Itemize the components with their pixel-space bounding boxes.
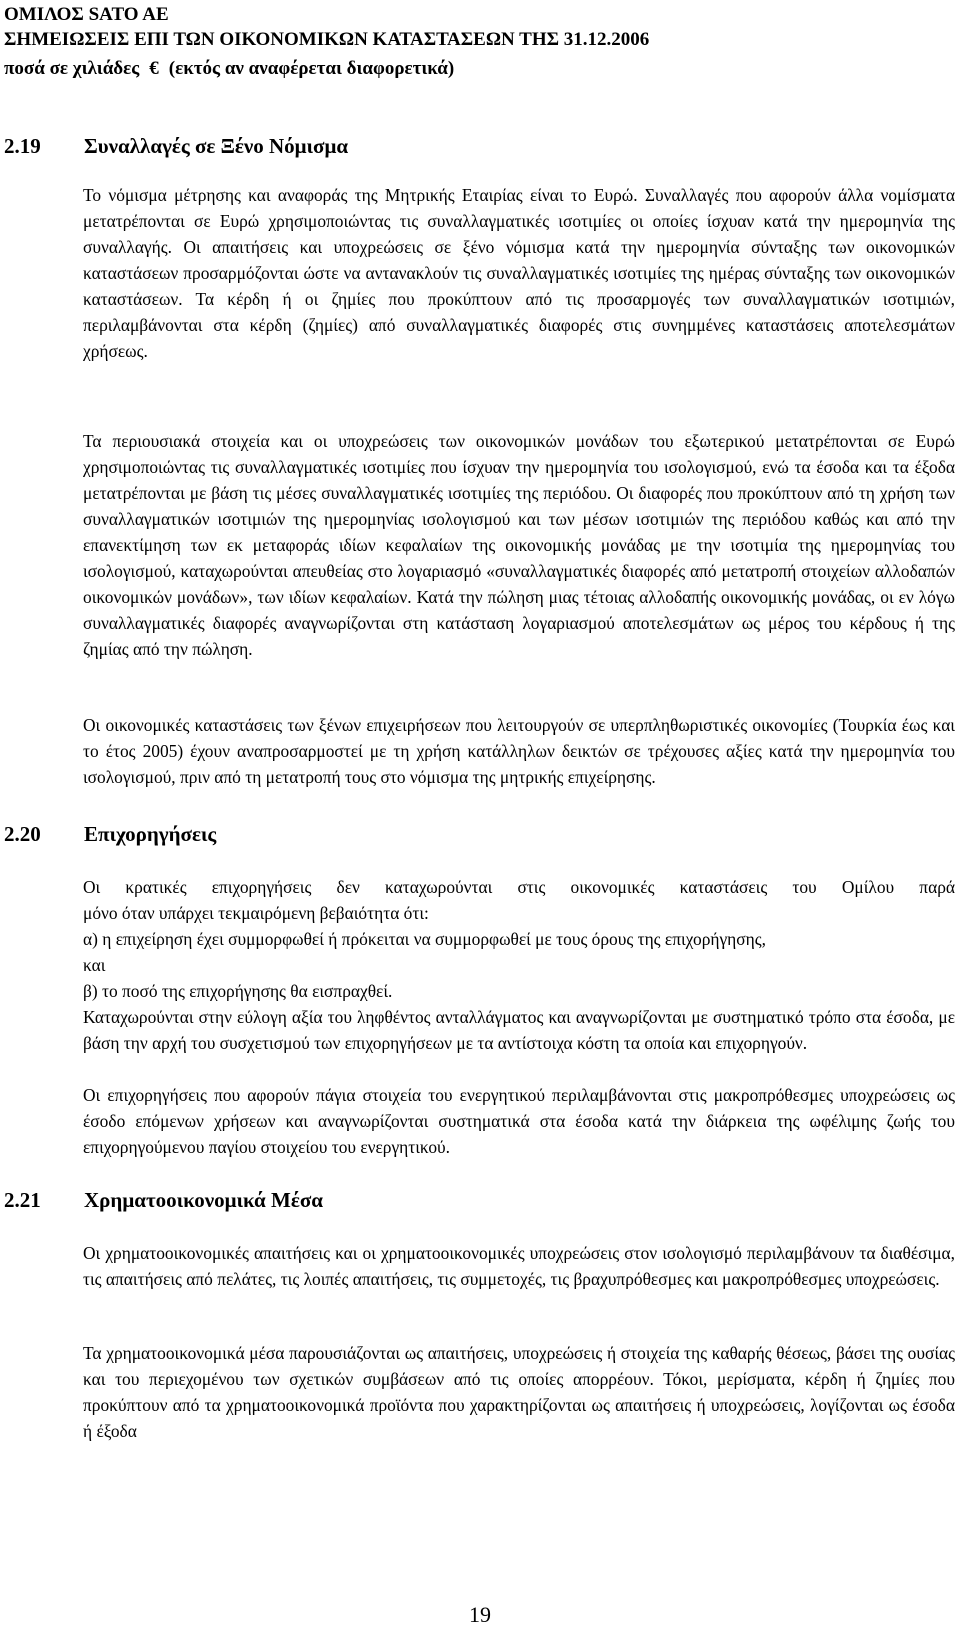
paragraph-2-19-3: Οι οικονομικές καταστάσεις των ξένων επιχειρήσεων που λειτουργούν σε υπερπληθωριστικές οικονομίες (Τουρκία έως και το έτος 2005) έχουν αναπροσαρμοστεί με τη χρήση κατάλληλων δεικτών σε τρέχουσες αξίες κατά την ημερομηνία του ισολογισμού, πριν από τη μετατροπή τους στο νόμισμα της μητρικής επιχείρησης. — [83, 715, 955, 787]
grants-line-4: και — [83, 955, 106, 975]
section-title-2-19: Συναλλαγές σε Ξένο Νόμισμα — [84, 134, 349, 158]
grants-line-1: Οι κρατικές επιχορηγήσεις δεν καταχωρούνται στις οικονομικές καταστάσεις του Ομίλου παρά — [83, 877, 955, 897]
paragraph-2-19-2: Τα περιουσιακά στοιχεία και οι υποχρεώσεις των οικονομικών μονάδων του εξωτερικού μετατρέπονται σε Ευρώ χρησιμοποιώντας τις συναλλαγματικές ισοτιμίες που ίσχυαν την ημερομηνία του ισολογισμού, ενώ τα έσοδα και τα έξοδα μετατρέπονται με βάση τις μέσες συναλλαγματικές ισοτιμίες της περιόδου. Οι διαφορές που προκύπτουν από τη χρήση των συναλλαγματικών ισοτιμιών της ημερομηνίας ισολογισμού και των μέσων ισοτιμιών της περιόδου καθώς και από την επανεκτίμηση των εκ μεταφοράς ιδίων κεφαλαίων της οικονομικής μονάδας με την ισοτιμία της ημερομηνίας του ισολογισμού, καταχωρούνται απευθείας στο λογαριασμό «συναλλαγματικές διαφορές από μετατροπή στοιχείων αλλοδαπών οικονομικών μονάδων», των ιδίων κεφαλαίων. Κατά την πώληση μιας τέτοιας αλλοδαπής οικονομικής μονάδας, οι εν λόγω συναλλαγματικές διαφορές αναγνωρίζονται στη κατάσταση λογαριασμού αποτελεσμάτων ως μέρος του κέρδους ή της ζημίας από την πώληση. — [83, 431, 955, 659]
amounts-prefix: ποσά σε χιλιάδες — [4, 58, 140, 79]
amounts-suffix: (εκτός αν αναφέρεται διαφορετικά) — [168, 58, 455, 79]
grants-line-3: α) η επιχείρηση έχει συμμορφωθεί ή πρόκειται να συμμορφωθεί με τους όρους της επιχορήγησης, — [83, 929, 766, 949]
company-name: ΟΜΙΛΟΣ SATO AE — [4, 4, 169, 25]
section-title-2-21: Χρηματοοικονομικά Μέσα — [84, 1188, 323, 1212]
paragraph-2-21-1: Οι χρηματοοικονομικές απαιτήσεις και οι χρηματοοικονομικές υποχρεώσεις στον ισολογισμό περιλαμβάνουν τα διαθέσιμα, τις απαιτήσεις από πελάτες, τις λοιπές απαιτήσεις, τις συμμετοχές, τις βραχυπρόθεσμες και μακροπρόθεσμες υποχρεώσεις. — [83, 1243, 955, 1289]
euro-icon: € — [149, 58, 159, 79]
amounts-note — [4, 58, 454, 80]
page-number: 19 — [469, 1602, 491, 1627]
section-number-2-19: 2.19 — [4, 134, 41, 158]
paragraph-2-19-1: Το νόμισμα μέτρησης και αναφοράς της Μητρικής Εταιρίας είναι το Ευρώ. Συναλλαγές που αφορούν άλλα νομίσματα μετατρέπονται σε Ευρώ χρησιμοποιώντας τις συναλλαγματικές ισοτιμίες οι οποίες ίσχυαν κατά την ημερομηνία της συναλλαγής. Οι απαιτήσεις και υποχρεώσεις σε ξένο νόμισμα κατά την ημερομηνία σύνταξης των οικονομικών καταστάσεων προσαρμόζονται ώστε να αντανακλούν τις συναλλαγματικές ισοτιμίες της ημέρας σύνταξης των οικονομικών καταστάσεων. Τα κέρδη ή οι ζημίες που προκύπτουν από τις προσαρμογές των συναλλαγματικών ισοτιμιών, περιλαμβάνονται στα κέρδη (ζημίες) από συναλλαγματικές διαφορές στις συνημμένες καταστάσεις αποτελεσμάτων χρήσεως. — [83, 185, 955, 361]
paragraph-2-20-2: Οι επιχορηγήσεις που αφορούν πάγια στοιχεία του ενεργητικού περιλαμβάνονται στις μακροπρόθεσμες υποχρεώσεις ως έσοδο επόμενων χρήσεων και αναγνωρίζονται συστηματικά στα έσοδα κατά την διάρκεια της ωφέλιμης ζωής του επιχορηγούμενου παγίου στοιχείου του ενεργητικού. — [83, 1085, 955, 1157]
section-number-2-21: 2.21 — [4, 1188, 41, 1212]
paragraph-2-21-2: Τα χρηματοοικονομικά μέσα παρουσιάζονται ως απαιτήσεις, υποχρεώσεις ή στοιχεία της καθαρής θέσεως, βάσει της ουσίας και του περιεχομένου των σχετικών συμβάσεων από τις οποίες απορρέουν. Τόκοι, μερίσματα, κέρδη ή ζημίες που προκύπτουν από τα χρηματοοικονομικά προϊόντα που χαρακτηρίζονται ως απαιτήσεις ή υποχρεώσεις, λογίζονται ως έσοδα ή έξοδα — [83, 1343, 955, 1441]
section-title-2-20: Επιχορηγήσεις — [84, 822, 217, 846]
document-title: ΣΗΜΕΙΩΣΕΙΣ ΕΠΙ ΤΩΝ ΟΙΚΟΝΟΜΙΚΩΝ ΚΑΤΑΣΤΑΣΕΩΝ ΤΗΣ 31.12.2006 — [4, 29, 650, 50]
paragraph-2-20-1: Καταχωρούνται στην εύλογη αξία του ληφθέντος ανταλλάγματος και αναγνωρίζονται με συστηματικό τρόπο στα έσοδα, με βάση την αρχή του συσχετισμού των επιχορηγήσεων με τα αντίστοιχα κόστη τα οποία και επιχορηγούν. — [83, 1007, 955, 1053]
grants-line-5: β) το ποσό της επιχορήγησης θα εισπραχθεί. — [83, 981, 393, 1001]
grants-line-2: μόνο όταν υπάρχει τεκμαιρόμενη βεβαιότητα ότι: — [83, 903, 429, 923]
section-number-2-20: 2.20 — [4, 822, 41, 846]
